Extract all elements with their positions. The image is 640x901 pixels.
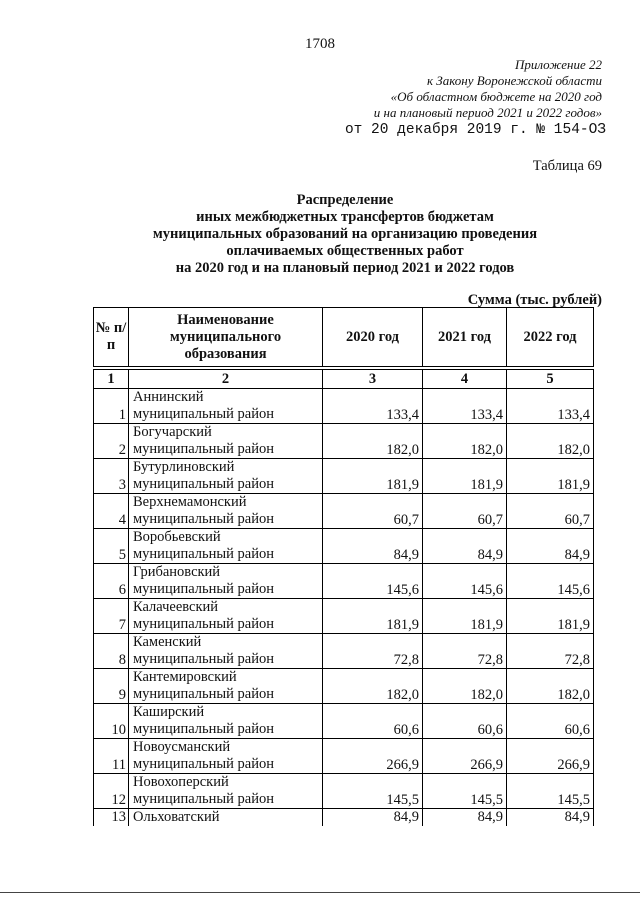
table-row [94,739,594,774]
row-number: 9 [94,669,129,704]
value-2021: 72,8 [423,634,507,669]
municipality-name [129,564,323,599]
value-2020: 145,5 [323,774,423,809]
value-2021: 84,9 [423,809,507,827]
municipality-name [129,459,323,494]
table-row [94,564,594,599]
header-2021: 2021 год [423,308,507,367]
value-2020: 60,7 [323,494,423,529]
row-number: 6 [94,564,129,599]
municipality-name [129,389,323,424]
value-2021: 60,7 [423,494,507,529]
municipality-name-line: муниципальный район [133,406,274,422]
table-row [94,704,594,739]
document-title [80,192,610,277]
municipality-name [129,634,323,669]
page-number: 1708 [305,36,335,52]
municipality-name-line: Воробьевский [133,529,221,545]
column-number: 3 [323,370,423,389]
column-number: 4 [423,370,507,389]
value-2020: 84,9 [323,809,423,827]
row-number: 4 [94,494,129,529]
municipality-name-line: Каширский [133,704,205,720]
municipality-name [129,669,323,704]
value-2021: 60,6 [423,704,507,739]
footer-divider [0,892,640,893]
law-date: от 20 декабря 2019 г. № 154-ОЗ [344,122,606,138]
table-row [94,494,594,529]
municipality-name-line: муниципальный район [133,756,274,772]
value-2020: 145,6 [323,564,423,599]
title-line: на 2020 год и на плановый период 2021 и 2022 годов [175,260,515,276]
column-number: 1 [94,370,129,389]
value-2022: 181,9 [507,459,594,494]
municipality-name [129,739,323,774]
municipality-name-line: муниципальный район [133,616,274,632]
value-2021: 181,9 [423,459,507,494]
table-number: Таблица 69 [532,158,602,174]
value-2021: 145,5 [423,774,507,809]
appendix-line: и на плановый период 2021 и 2022 годов» [373,105,602,120]
value-2022: 60,7 [507,494,594,529]
value-2021: 182,0 [423,424,507,459]
table-row [94,599,594,634]
appendix-line: «Об областном бюджете на 2020 год [390,89,602,104]
title-line: оплачиваемых общественных работ [226,243,464,259]
municipality-name-line: муниципальный район [133,476,274,492]
row-number: 5 [94,529,129,564]
value-2022: 84,9 [507,809,594,827]
municipality-name-line: муниципальный район [133,651,274,667]
header-2020: 2020 год [323,308,423,367]
municipality-name [129,494,323,529]
table-row [94,774,594,809]
value-2021: 182,0 [423,669,507,704]
row-number: 10 [94,704,129,739]
appendix-line: Приложение 22 [514,57,602,72]
municipality-name-line: муниципальный район [133,721,274,737]
table-row [94,459,594,494]
title-line: муниципальных образований на организацию проведения [152,226,538,242]
table-header [93,307,594,367]
data-table [93,369,594,826]
municipality-name-line: Кантемировский [133,669,237,685]
value-2022: 182,0 [507,424,594,459]
table-row [94,634,594,669]
municipality-name-line: Новоусманский [133,739,231,755]
table-row [94,389,594,424]
value-2021: 181,9 [423,599,507,634]
value-2022: 60,6 [507,704,594,739]
value-2022: 145,5 [507,774,594,809]
value-2022: 182,0 [507,669,594,704]
table-row [94,529,594,564]
value-2021: 266,9 [423,739,507,774]
municipality-name-line: Ольховатский [133,809,220,825]
value-2021: 145,6 [423,564,507,599]
municipality-name [129,774,323,809]
column-number: 2 [129,370,323,389]
municipality-name-line: муниципальный район [133,581,274,597]
column-number-row [94,370,594,389]
row-number: 3 [94,459,129,494]
row-number: 8 [94,634,129,669]
column-number: 5 [507,370,594,389]
value-2020: 182,0 [323,424,423,459]
sum-unit-label: Сумма (тыс. рублей) [467,292,602,308]
value-2022: 133,4 [507,389,594,424]
value-2022: 181,9 [507,599,594,634]
header-2022: 2022 год [507,308,594,367]
municipality-name-line: Аннинский [133,389,204,405]
value-2020: 181,9 [323,459,423,494]
municipality-name-line: муниципальный район [133,686,274,702]
value-2020: 266,9 [323,739,423,774]
value-2020: 181,9 [323,599,423,634]
value-2020: 133,4 [323,389,423,424]
table-row [94,424,594,459]
value-2022: 266,9 [507,739,594,774]
value-2020: 182,0 [323,669,423,704]
value-2020: 72,8 [323,634,423,669]
row-number: 1 [94,389,129,424]
row-number: 12 [94,774,129,809]
table-row [94,669,594,704]
municipality-name-line: Грибановский [133,564,221,580]
municipality-name [129,704,323,739]
municipality-name [129,599,323,634]
row-number: 13 [94,809,129,827]
title-line: иных межбюджетных трансфертов бюджетам [196,209,494,225]
row-number: 2 [94,424,129,459]
title-line: Распределение [296,192,394,208]
table-row [94,809,594,827]
row-number: 7 [94,599,129,634]
municipality-name-line: Новохоперский [133,774,229,790]
municipality-name [129,529,323,564]
municipality-name-line: Богучарский [133,424,212,440]
municipality-name-line: Каменский [133,634,202,650]
value-2021: 84,9 [423,529,507,564]
municipality-name [129,424,323,459]
municipality-name-line: муниципальный район [133,791,274,807]
value-2022: 145,6 [507,564,594,599]
municipality-name-line: Верхнемамонский [133,494,247,510]
municipality-name-line: муниципальный район [133,441,274,457]
appendix-reference [374,57,602,121]
municipality-name-line: Бутурлиновский [133,459,235,475]
header-name: Наименование муниципального образования [129,308,323,367]
value-2021: 133,4 [423,389,507,424]
municipality-name-line: муниципальный район [133,511,274,527]
municipality-name-line: муниципальный район [133,546,274,562]
municipality-name-line: Калачеевский [133,599,219,615]
value-2020: 60,6 [323,704,423,739]
row-number: 11 [94,739,129,774]
header-num: № п/п [94,308,129,367]
municipality-name [129,809,323,827]
value-2022: 84,9 [507,529,594,564]
value-2022: 72,8 [507,634,594,669]
appendix-line: к Закону Воронежской области [426,73,602,88]
header-row [94,308,594,367]
value-2020: 84,9 [323,529,423,564]
